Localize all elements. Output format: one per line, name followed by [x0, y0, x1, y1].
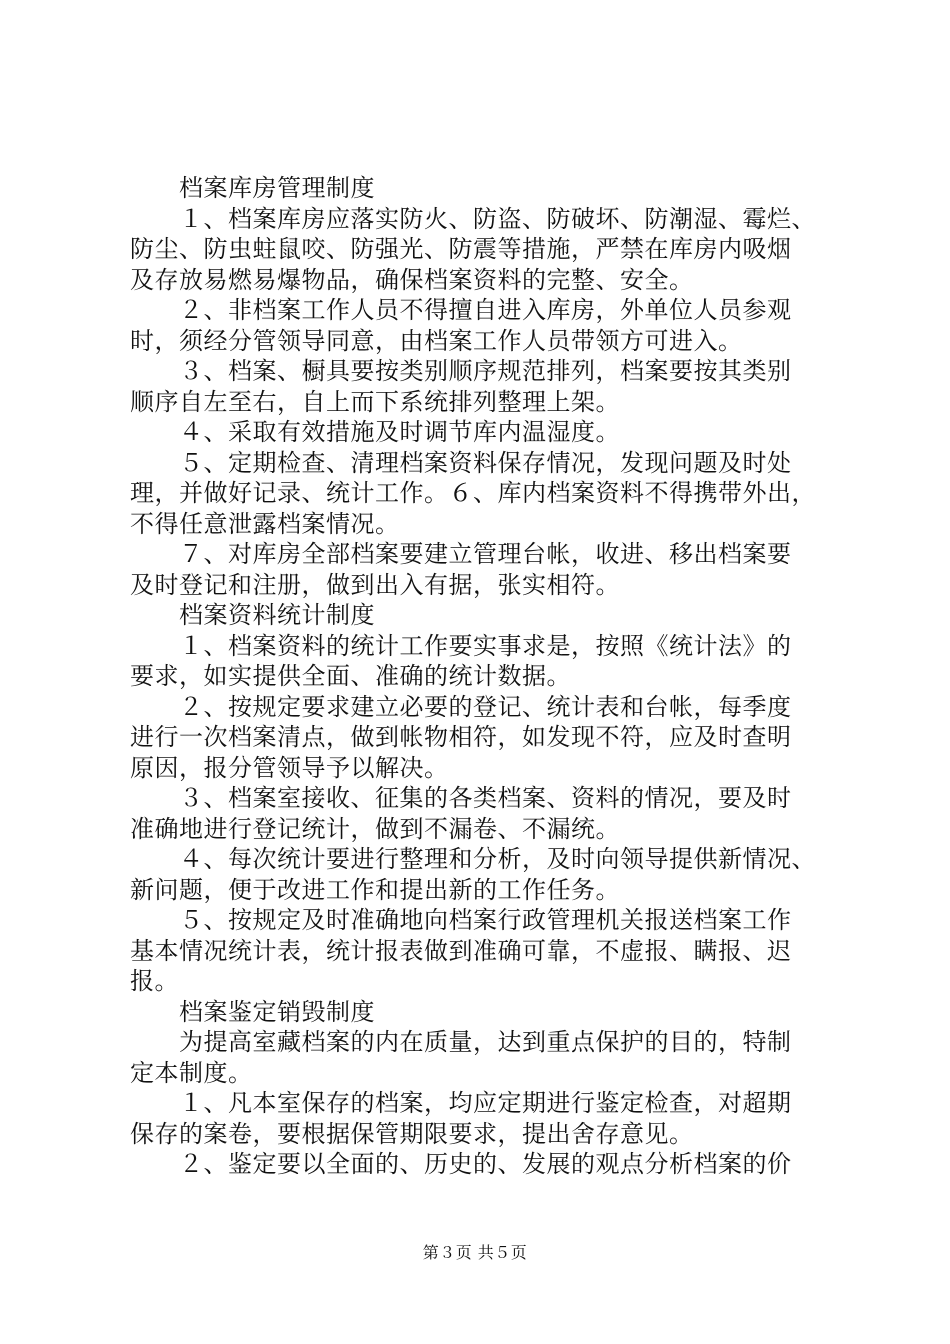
text-line: ５、定期检查、清理档案资料保存情况，发现问题及时处 [130, 448, 792, 477]
text-line: 准确地进行登记统计，做到不漏卷、不漏统。 [130, 814, 620, 843]
text-line: ２、按规定要求建立必要的登记、统计表和台帐，每季度 [130, 692, 792, 721]
section-heading-archive-storage: 档案库房管理制度 [130, 174, 375, 202]
section-heading-archive-statistics: 档案资料统计制度 [130, 601, 375, 629]
section-heading-archive-appraisal: 档案鉴定销毁制度 [130, 997, 375, 1026]
text-line: ７、对库房全部档案要建立管理台帐，收进、移出档案要 [130, 540, 792, 568]
text-line: 报。 [130, 967, 179, 995]
text-line: 原因，报分管领导予以解决。 [130, 753, 449, 782]
text-line: １、档案库房应落实防火、防盗、防破坏、防潮湿、霉烂、 [130, 204, 816, 233]
text-line: 定本制度。 [130, 1058, 253, 1087]
text-line: ４、每次统计要进行整理和分析，及时向领导提供新情况、 [130, 845, 816, 873]
text-line: 防尘、防虫蛀鼠咬、防强光、防震等措施，严禁在库房内吸烟 [130, 235, 792, 263]
text-line: 进行一次档案清点，做到帐物相符，如发现不符，应及时查明 [130, 723, 792, 751]
text-line: １、档案资料的统计工作要实事求是，按照《统计法》的 [130, 631, 792, 660]
text-line: １、凡本室保存的档案，均应定期进行鉴定检查，对超期 [130, 1089, 792, 1117]
text-line: 顺序自左至右，自上而下系统排列整理上架。 [130, 387, 620, 416]
text-line: 保存的案卷，要根据保管期限要求，提出舍存意见。 [130, 1119, 694, 1148]
text-line: 新问题，便于改进工作和提出新的工作任务。 [130, 875, 620, 904]
text-line: 时，须经分管领导同意，由档案工作人员带领方可进入。 [130, 326, 743, 355]
text-line: ２、非档案工作人员不得擅自进入库房，外单位人员参观 [130, 296, 792, 324]
text-line: ５、按规定及时准确地向档案行政管理机关报送档案工作 [130, 906, 792, 934]
text-line: 及存放易燃易爆物品，确保档案资料的完整、安全。 [130, 265, 694, 294]
text-line: ４、采取有效措施及时调节库内温湿度。 [130, 418, 620, 446]
text-line: ２、鉴定要以全面的、历史的、发展的观点分析档案的价 [130, 1150, 792, 1178]
text-line: 理，并做好记录、统计工作。６、库内档案资料不得携带外出， [130, 479, 816, 507]
document-body [130, 173, 835, 1180]
text-line: 基本情况统计表，统计报表做到准确可靠，不虚报、瞒报、迟 [130, 936, 792, 965]
text-line: 要求，如实提供全面、准确的统计数据。 [130, 662, 571, 690]
text-line: 不得任意泄露档案情况。 [130, 509, 400, 538]
text-line: 及时登记和注册，做到出入有据，张实相符。 [130, 570, 620, 599]
text-line: 为提高室藏档案的内在质量，达到重点保护的目的，特制 [130, 1028, 792, 1056]
text-line: ３、档案、橱具要按类别顺序规范排列，档案要按其类别 [130, 357, 792, 385]
text-line: ３、档案室接收、征集的各类档案、资料的情况，要及时 [130, 784, 792, 812]
page-number-footer: 第３页 共５页 [422, 1243, 528, 1262]
